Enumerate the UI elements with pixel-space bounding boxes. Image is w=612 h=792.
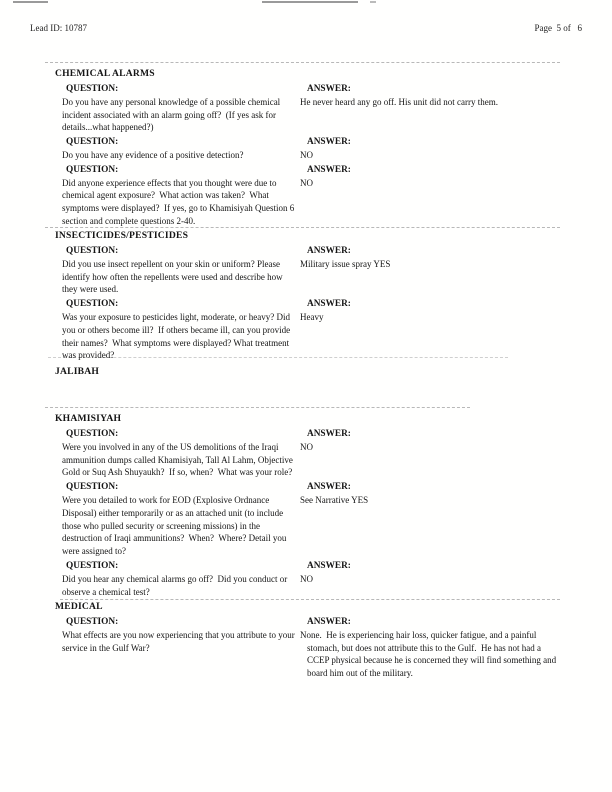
section-title: KHAMISIYAH [55, 413, 122, 424]
question-label: QUESTION: [66, 246, 119, 256]
qa-item [55, 560, 560, 598]
answer-label: ANSWER: [307, 429, 351, 439]
answer-label: ANSWER: [307, 299, 351, 310]
answer-text: See Narrative YES [300, 494, 369, 505]
question-label: QUESTION: [66, 299, 119, 310]
separator-line [45, 407, 470, 408]
section-title: INSECTICIDES/PESTICIDES [55, 230, 189, 241]
question-label: QUESTION: [66, 560, 119, 571]
question-text: Were you involved in any of the US demolitions of the Iraqi ammunition dumps called Khamisiyah, Tall Al Lahm, Objective Gold or Suq Ash Shuyaukh? If so, when? What was your role? [62, 441, 296, 478]
question-label: QUESTION: [66, 482, 119, 493]
answer-label: ANSWER: [307, 246, 351, 256]
section-title: CHEMICAL ALARMS [55, 68, 155, 79]
separator-line [45, 62, 560, 63]
section-khamisiyah [55, 413, 560, 600]
question-text: Did you use insect repellent on your skin or uniform? Please identify how often the repellents were used and describe how they were used. [62, 258, 285, 295]
answer-text: He never heard any go off. His unit did not carry them. [300, 96, 499, 107]
question-label: QUESTION: [66, 84, 119, 94]
qa-item [55, 298, 560, 362]
answer-label: ANSWER: [307, 482, 351, 493]
answer-text: NO [300, 177, 313, 188]
answer-text: NO [300, 441, 313, 452]
scan-artifact [13, 1, 48, 3]
answer-label: ANSWER: [307, 617, 351, 627]
section-title: MEDICAL [55, 601, 103, 612]
question-text: Was your exposure to pesticides light, moderate, or heavy? Did you or others become ill? If others became ill, can you provide their names? What symptoms were displayed? What treatment was provided? [62, 311, 293, 361]
qa-item [55, 136, 560, 162]
answer-text: Military issue spray YES [300, 258, 391, 269]
answer-text: Heavy [300, 311, 324, 322]
question-label: QUESTION: [66, 617, 119, 627]
scan-artifact [370, 1, 376, 3]
page-number-label: Page 5 of 6 [534, 23, 582, 33]
answer-label: ANSWER: [307, 164, 351, 175]
qa-item [55, 616, 560, 680]
answer-text: NO [300, 149, 313, 160]
section-insecticides-pesticides [55, 230, 560, 364]
qa-item [55, 428, 560, 479]
answer-label: ANSWER: [307, 84, 351, 94]
question-label: QUESTION: [66, 164, 119, 175]
qa-item [55, 164, 560, 228]
section-chemical-alarms [55, 68, 560, 230]
answer-label: ANSWER: [307, 137, 351, 148]
qa-item [55, 83, 560, 134]
question-text: Do you have any personal knowledge of a possible chemical incident associated with an alarm going off? (If yes ask for details...what happened?) [62, 96, 283, 133]
section-jalibah [55, 366, 560, 381]
question-text: Did anyone experience effects that you thought were due to chemical agent exposure? What action was taken? What symptoms were displayed? If yes, go to Khamisiyah Question 6 section and complete questions 2-40. [62, 177, 297, 226]
answer-text: NO [300, 573, 313, 584]
lead-id-label: Lead ID: 10787 [30, 23, 87, 33]
qa-item [55, 245, 560, 296]
question-text: Did you hear any chemical alarms go off? Did you conduct or observe a chemical test? [62, 573, 290, 597]
qa-item [55, 481, 560, 558]
question-label: QUESTION: [66, 429, 119, 439]
scan-artifact [262, 1, 358, 3]
question-text: What effects are you now experiencing that you attribute to your service in the Gulf War? [62, 629, 298, 653]
question-label: QUESTION: [66, 137, 119, 148]
question-text: Were you detailed to work for EOD (Explosive Ordnance Disposal) either temporarily or as an attached unit (to include those who pulled security or screening missions) in the destruction of Iraqi ammunitions? When? Where? Detail you were assigned to? [62, 494, 289, 557]
section-medical [55, 601, 560, 682]
answer-text: None. He is experiencing hair loss, quicker fatigue, and a painful stomach, but does not attribute this to the Gulf. He has not had a CCEP physical because he is concerned they will find something and board him out of the military. [300, 629, 559, 679]
section-title: JALIBAH [55, 366, 100, 377]
question-text: Do you have any evidence of a positive detection? [62, 149, 244, 160]
answer-label: ANSWER: [307, 560, 351, 571]
